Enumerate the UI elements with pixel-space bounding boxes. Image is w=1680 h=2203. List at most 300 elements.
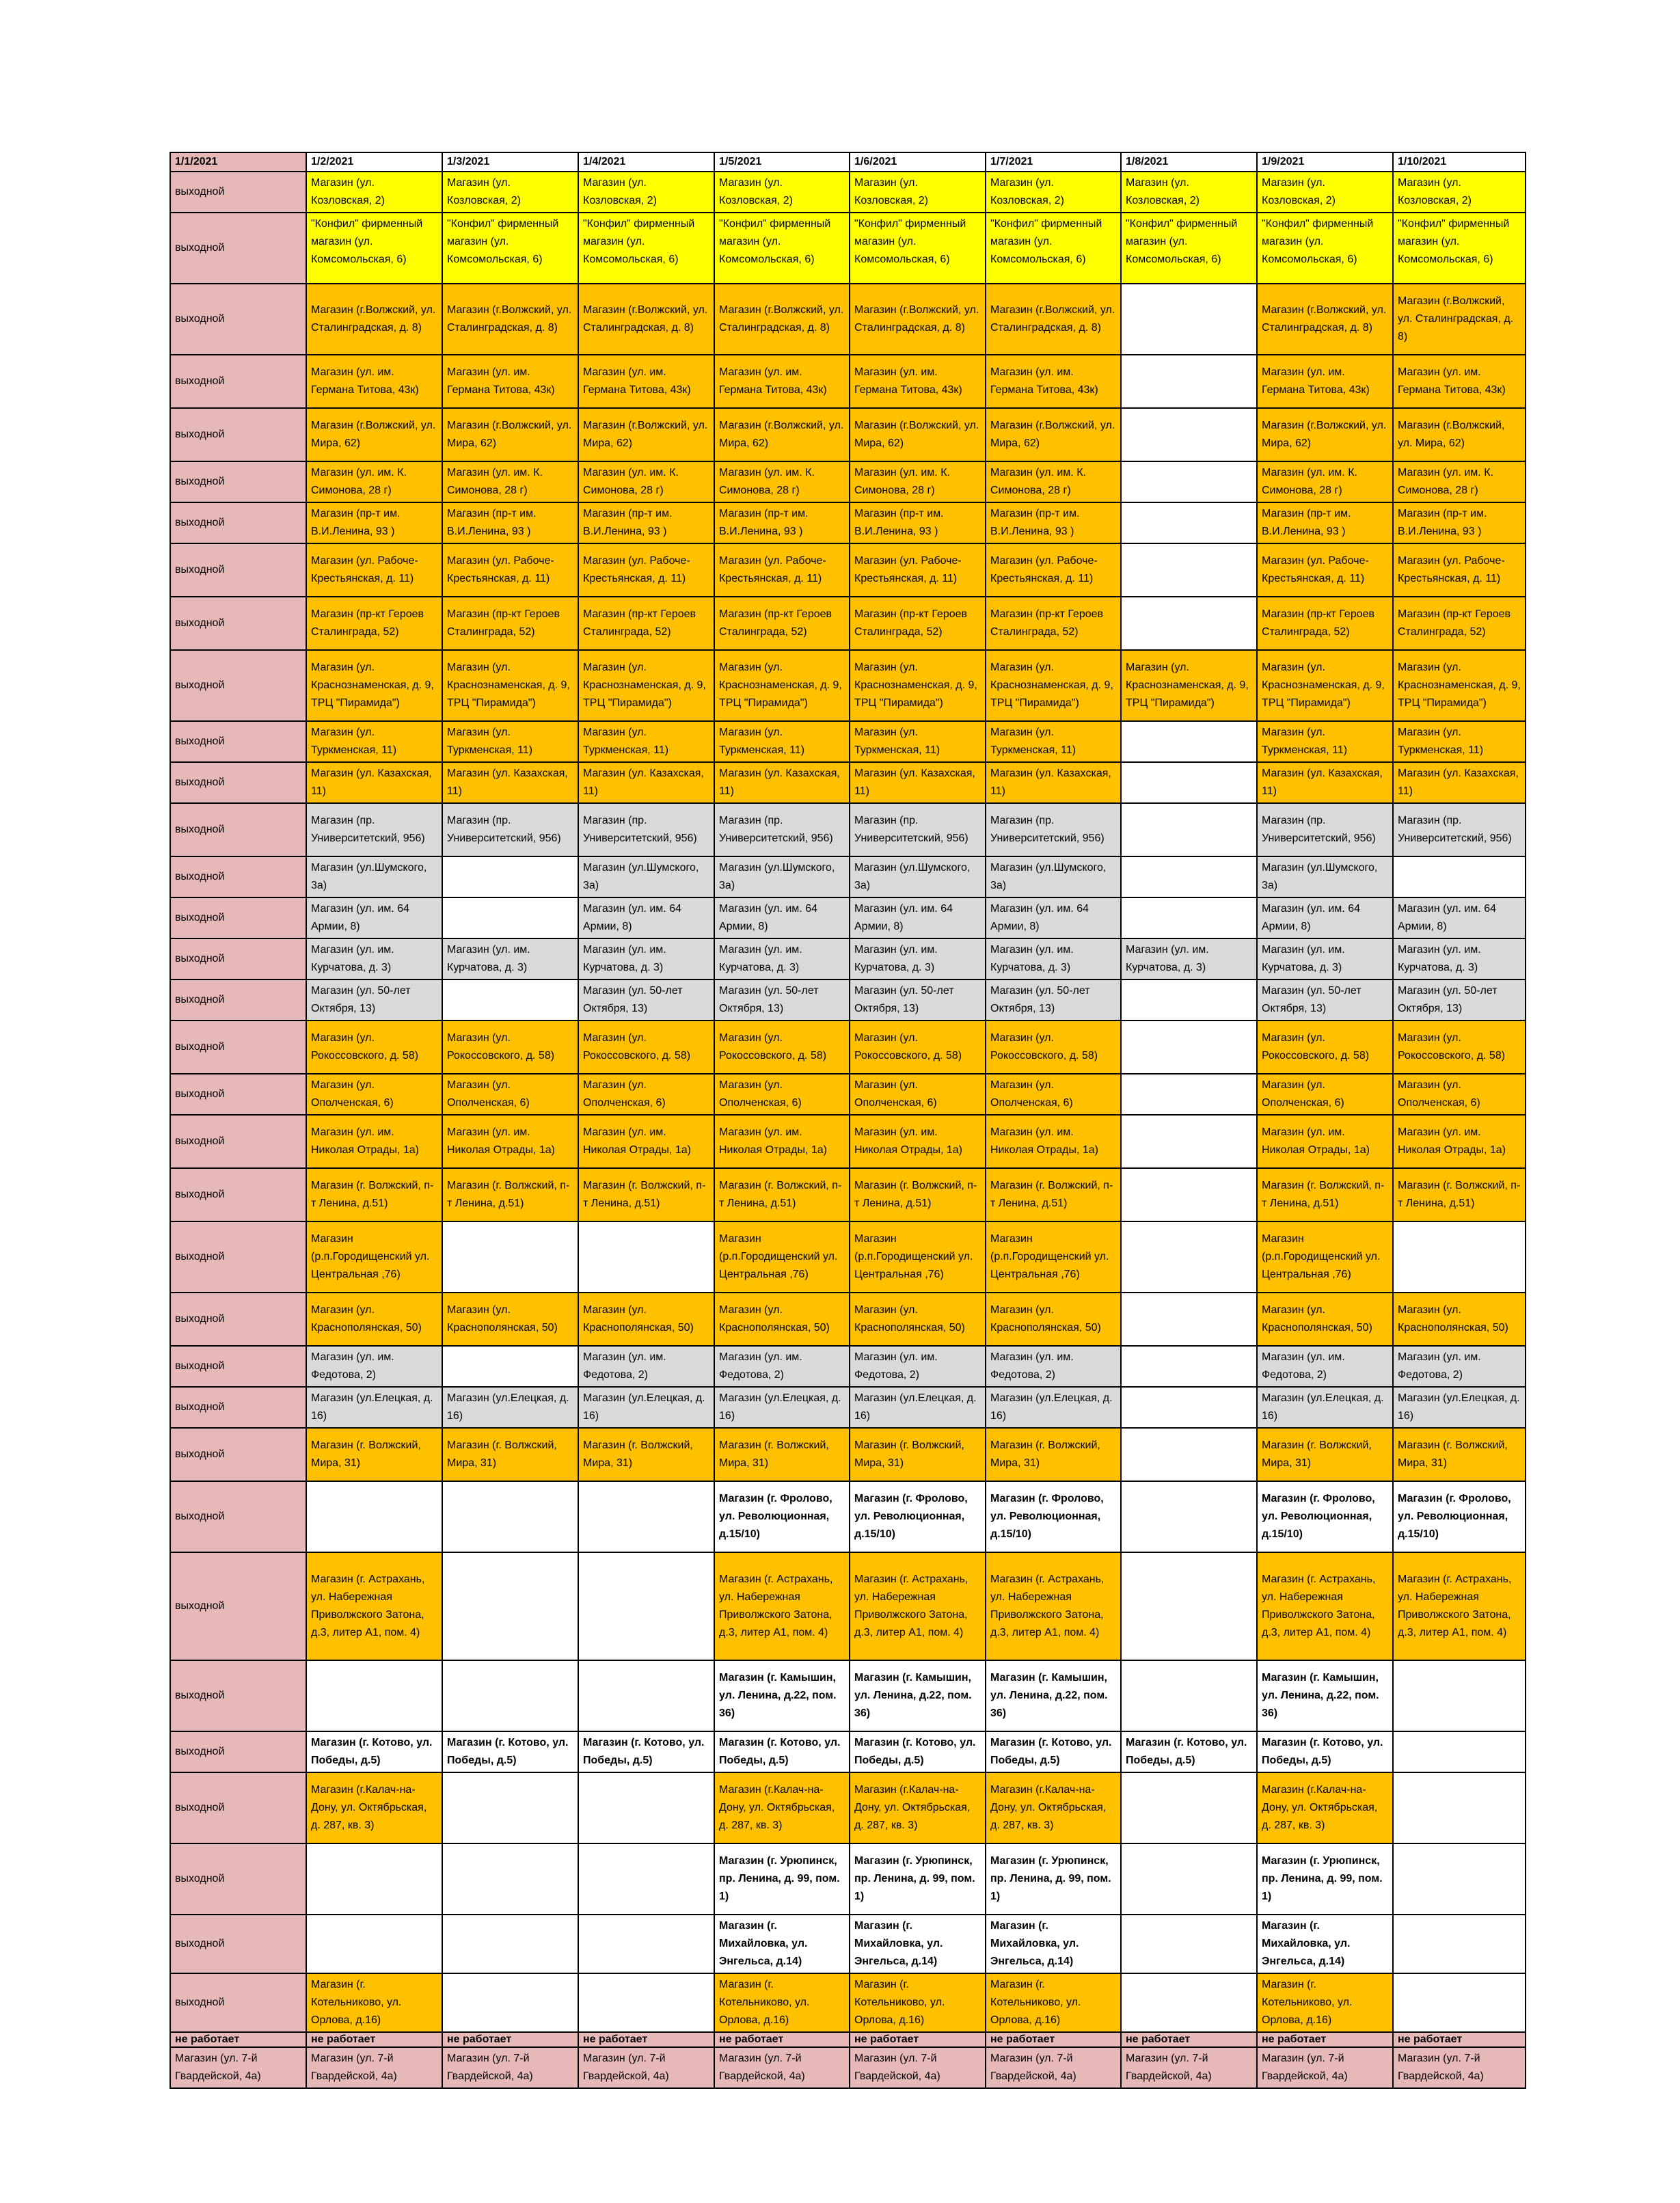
store-cell: Магазин (ул. 50-лет Октября, 13): [850, 979, 986, 1021]
store-cell: Магазин (ул.Шумского, 3а): [986, 856, 1121, 897]
store-cell: Магазин (ул. им. Николая Отрады, 1а): [442, 1115, 578, 1168]
schedule-row: [170, 1021, 1526, 1074]
store-cell: Магазин (ул. Козловская, 2): [1393, 172, 1526, 213]
store-cell: "Конфил" фирменный магазин (ул. Комсомольская, 6): [850, 213, 986, 284]
store-cell: Магазин (ул. им. Федотова, 2): [986, 1346, 1121, 1387]
store-cell: Магазин (г. Михайловка, ул. Энгельса, д.14): [1257, 1915, 1393, 1973]
store-cell: Магазин (г.Калач-на-Дону, ул. Октябрьская, д. 287, кв. 3): [986, 1772, 1121, 1843]
empty-cell: [578, 1660, 714, 1731]
store-cell: Магазин (ул.Елецкая, д. 16): [578, 1387, 714, 1428]
store-cell: Магазин (ул. им. Курчатова, д. 3): [442, 938, 578, 979]
store-cell: Магазин (пр-кт Героев Сталинграда, 52): [1393, 597, 1526, 650]
store-cell: Магазин (ул. Козловская, 2): [714, 172, 850, 213]
schedule-row: [170, 1293, 1526, 1346]
empty-cell: [1121, 1293, 1257, 1346]
store-cell: Магазин (пр-кт Героев Сталинграда, 52): [1257, 597, 1393, 650]
store-cell: Магазин (ул.Елецкая, д. 16): [306, 1387, 442, 1428]
day-off-cell: выходной: [170, 721, 306, 762]
store-cell: Магазин (ул. им. 64 Армии, 8): [850, 897, 986, 938]
store-cell: Магазин (ул. Ополченская, 6): [1257, 1074, 1393, 1115]
empty-cell: [1121, 543, 1257, 597]
store-cell: Магазин (ул.Шумского, 3а): [1257, 856, 1393, 897]
store-cell: Магазин (ул. Краснополянская, 50): [850, 1293, 986, 1346]
store-cell: Магазин (г. Михайловка, ул. Энгельса, д.14): [714, 1915, 850, 1973]
store-cell: Магазин (ул. Туркменская, 11): [850, 721, 986, 762]
day-off-cell: выходной: [170, 597, 306, 650]
store-cell: Магазин (ул. Казахская, 11): [1257, 762, 1393, 803]
store-cell: Магазин (ул. Рокоссовского, д. 58): [986, 1021, 1121, 1074]
store-cell: Магазин (г. Урюпинск, пр. Ленина, д. 99, пом. 1): [850, 1843, 986, 1915]
store-cell: Магазин (ул. Туркменская, 11): [986, 721, 1121, 762]
store-cell: Магазин (ул. Рабоче-Крестьянская, д. 11): [442, 543, 578, 597]
store-cell: Магазин (ул. Ополченская, 6): [578, 1074, 714, 1115]
store-cell: Магазин (ул. им. Курчатова, д. 3): [1121, 938, 1257, 979]
day-off-cell: выходной: [170, 461, 306, 502]
empty-cell: [306, 1843, 442, 1915]
store-cell: Магазин (г. Камышин, ул. Ленина, д.22, пом. 36): [714, 1660, 850, 1731]
store-cell: Магазин (ул.Шумского, 3а): [306, 856, 442, 897]
date-header: 1/3/2021: [442, 152, 578, 172]
store-cell: Магазин (г.Волжский, ул. Сталинградская, д. 8): [578, 284, 714, 355]
schedule-row: [170, 1772, 1526, 1843]
store-cell: Магазин (г. Волжский, п-т Ленина, д.51): [578, 1168, 714, 1221]
empty-cell: [1121, 1428, 1257, 1481]
store-cell: Магазин (ул. им. 64 Армии, 8): [1257, 897, 1393, 938]
store-cell: Магазин (ул. Туркменская, 11): [306, 721, 442, 762]
store-cell: Магазин (ул. им. Германа Титова, 43к): [578, 355, 714, 408]
store-cell: "Конфил" фирменный магазин (ул. Комсомольская, 6): [714, 213, 850, 284]
store-cell: Магазин (ул. Козловская, 2): [1257, 172, 1393, 213]
store-cell: Магазин (ул. 7-й Гвардейской, 4а): [306, 2047, 442, 2088]
store-cell: Магазин (г. Котельниково, ул. Орлова, д.16): [1257, 1973, 1393, 2032]
store-cell: Магазин (г.Волжский, ул. Мира, 62): [714, 408, 850, 461]
store-cell: Магазин (ул.Шумского, 3а): [850, 856, 986, 897]
store-cell: Магазин (пр-кт Героев Сталинграда, 52): [714, 597, 850, 650]
store-cell: Магазин (ул. им. Курчатова, д. 3): [306, 938, 442, 979]
store-cell: Магазин (ул. им. К. Симонова, 28 г): [1257, 461, 1393, 502]
day-off-cell: выходной: [170, 803, 306, 856]
store-cell: Магазин (ул. Краснополянская, 50): [578, 1293, 714, 1346]
empty-cell: [1121, 1973, 1257, 2032]
store-cell: Магазин (г. Волжский, п-т Ленина, д.51): [714, 1168, 850, 1221]
day-off-cell: выходной: [170, 1346, 306, 1387]
store-cell: Магазин (г.Волжский, ул. Мира, 62): [986, 408, 1121, 461]
store-cell: Магазин (ул. им. Федотова, 2): [1393, 1346, 1526, 1387]
store-cell: Магазин (ул. Рокоссовского, д. 58): [306, 1021, 442, 1074]
schedule-row: [170, 803, 1526, 856]
schedule-row: [170, 856, 1526, 897]
schedule-row: [170, 1387, 1526, 1428]
date-header: 1/4/2021: [578, 152, 714, 172]
empty-cell: [442, 897, 578, 938]
store-cell: Магазин (пр-т им. В.И.Ленина, 93 ): [986, 502, 1121, 543]
store-cell: Магазин (г. Волжский, Мира, 31): [442, 1428, 578, 1481]
empty-cell: [442, 1660, 578, 1731]
store-cell: Магазин (г.Калач-на-Дону, ул. Октябрьская, д. 287, кв. 3): [850, 1772, 986, 1843]
store-cell: Магазин (ул. Ополченская, 6): [1393, 1074, 1526, 1115]
store-cell: Магазин (пр. Университетский, 956): [306, 803, 442, 856]
schedule-row: [170, 1221, 1526, 1293]
schedule-row: [170, 979, 1526, 1021]
schedule-table: [170, 152, 1526, 2089]
schedule-row: [170, 1973, 1526, 2032]
day-off-cell: выходной: [170, 762, 306, 803]
store-cell: Магазин (г. Астрахань, ул. Набережная Приволжского Затона, д.3, литер А1, пом. 4): [986, 1552, 1121, 1660]
schedule-row: [170, 1481, 1526, 1552]
empty-cell: [442, 1552, 578, 1660]
empty-cell: [306, 1915, 442, 1973]
day-off-cell: выходной: [170, 1021, 306, 1074]
not-working-cell: не работает: [1257, 2032, 1393, 2047]
store-cell: Магазин (ул. им. К. Симонова, 28 г): [986, 461, 1121, 502]
store-cell: Магазин (г. Волжский, Мира, 31): [714, 1428, 850, 1481]
schedule-row: [170, 284, 1526, 355]
store-cell: Магазин (пр-т им. В.И.Ленина, 93 ): [1393, 502, 1526, 543]
store-cell: Магазин (ул. 7-й Гвардейской, 4а): [986, 2047, 1121, 2088]
day-off-cell: выходной: [170, 1221, 306, 1293]
store-cell: Магазин (ул.Елецкая, д. 16): [986, 1387, 1121, 1428]
store-cell: Магазин (ул. им. К. Симонова, 28 г): [1393, 461, 1526, 502]
store-cell: Магазин (г. Котово, ул. Победы, д.5): [986, 1731, 1121, 1772]
date-header: 1/10/2021: [1393, 152, 1526, 172]
empty-cell: [1121, 461, 1257, 502]
store-cell: Магазин (ул. им. Федотова, 2): [1257, 1346, 1393, 1387]
date-header: 1/7/2021: [986, 152, 1121, 172]
schedule-row: [170, 355, 1526, 408]
store-cell: Магазин (ул. Туркменская, 11): [1257, 721, 1393, 762]
store-cell: Магазин (ул. им. Курчатова, д. 3): [578, 938, 714, 979]
store-cell: Магазин (ул. им. 64 Армии, 8): [578, 897, 714, 938]
store-cell: Магазин (ул. им. Николая Отрады, 1а): [850, 1115, 986, 1168]
store-cell: Магазин (г. Волжский, Мира, 31): [986, 1428, 1121, 1481]
store-cell: Магазин (ул. им. 64 Армии, 8): [986, 897, 1121, 938]
empty-cell: [1121, 1074, 1257, 1115]
store-cell: Магазин (г. Фролово, ул. Революционная, д.15/10): [1393, 1481, 1526, 1552]
store-cell: Магазин (ул. Краснознаменская, д. 9, ТРЦ "Пирамида"): [306, 650, 442, 721]
date-header: 1/6/2021: [850, 152, 986, 172]
store-cell: Магазин (ул. им. К. Симонова, 28 г): [714, 461, 850, 502]
empty-cell: [1393, 1772, 1526, 1843]
empty-cell: [442, 1973, 578, 2032]
store-cell: Магазин (ул. Рабоче-Крестьянская, д. 11): [1257, 543, 1393, 597]
day-off-cell: выходной: [170, 979, 306, 1021]
schedule-row: [170, 1346, 1526, 1387]
store-cell: Магазин (ул. им. 64 Армии, 8): [1393, 897, 1526, 938]
store-cell: Магазин (р.п.Городищенский ул. Центральная ,76): [986, 1221, 1121, 1293]
store-cell: Магазин (ул. Краснополянская, 50): [1257, 1293, 1393, 1346]
store-cell: "Конфил" фирменный магазин (ул. Комсомольская, 6): [306, 213, 442, 284]
date-header: 1/5/2021: [714, 152, 850, 172]
empty-cell: [1121, 1346, 1257, 1387]
day-off-cell: выходной: [170, 1168, 306, 1221]
empty-cell: [1121, 1115, 1257, 1168]
schedule-row: [170, 938, 1526, 979]
empty-cell: [1121, 1221, 1257, 1293]
store-cell: Магазин (ул. 7-й Гвардейской, 4а): [850, 2047, 986, 2088]
store-cell: Магазин (г.Калач-на-Дону, ул. Октябрьская, д. 287, кв. 3): [1257, 1772, 1393, 1843]
date-header: 1/8/2021: [1121, 152, 1257, 172]
store-cell: Магазин (р.п.Городищенский ул. Центральная ,76): [306, 1221, 442, 1293]
schedule-row: [170, 597, 1526, 650]
store-cell: Магазин (ул. Ополченская, 6): [850, 1074, 986, 1115]
day-off-cell: выходной: [170, 1973, 306, 2032]
store-cell: Магазин (ул.Елецкая, д. 16): [850, 1387, 986, 1428]
empty-cell: [578, 1481, 714, 1552]
store-cell: Магазин (пр. Университетский, 956): [442, 803, 578, 856]
store-cell: Магазин (ул. 7-й Гвардейской, 4а): [714, 2047, 850, 2088]
store-cell: Магазин (ул. им. Германа Титова, 43к): [986, 355, 1121, 408]
store-cell: Магазин (ул. им. Николая Отрады, 1а): [1257, 1115, 1393, 1168]
day-off-cell: выходной: [170, 1481, 306, 1552]
store-cell: Магазин (г. Котово, ул. Победы, д.5): [306, 1731, 442, 1772]
store-cell: Магазин (ул. Краснополянская, 50): [986, 1293, 1121, 1346]
store-cell: Магазин (ул. им. Николая Отрады, 1а): [578, 1115, 714, 1168]
store-cell: Магазин (ул. Козловская, 2): [986, 172, 1121, 213]
empty-cell: [1121, 284, 1257, 355]
store-cell: Магазин (пр. Университетский, 956): [1257, 803, 1393, 856]
store-cell: Магазин (г. Астрахань, ул. Набережная Приволжского Затона, д.3, литер А1, пом. 4): [714, 1552, 850, 1660]
empty-cell: [1121, 721, 1257, 762]
store-cell: Магазин (г. Волжский, п-т Ленина, д.51): [986, 1168, 1121, 1221]
empty-cell: [1121, 856, 1257, 897]
store-cell: Магазин (ул.Шумского, 3а): [714, 856, 850, 897]
store-cell: Магазин (ул. Казахская, 11): [306, 762, 442, 803]
store-cell: Магазин (г. Котельниково, ул. Орлова, д.16): [714, 1973, 850, 2032]
store-cell: "Конфил" фирменный магазин (ул. Комсомольская, 6): [442, 213, 578, 284]
store-cell: Магазин (г. Волжский, Мира, 31): [306, 1428, 442, 1481]
empty-cell: [442, 1843, 578, 1915]
store-cell: Магазин (ул. Краснознаменская, д. 9, ТРЦ "Пирамида"): [578, 650, 714, 721]
store-cell: Магазин (г. Котово, ул. Победы, д.5): [1257, 1731, 1393, 1772]
schedule-row: [170, 1074, 1526, 1115]
store-cell: Магазин (ул. Краснознаменская, д. 9, ТРЦ "Пирамида"): [1257, 650, 1393, 721]
store-cell: Магазин (ул.Елецкая, д. 16): [1257, 1387, 1393, 1428]
empty-cell: [1121, 897, 1257, 938]
day-off-cell: выходной: [170, 172, 306, 213]
store-cell: Магазин (ул. им. Николая Отрады, 1а): [306, 1115, 442, 1168]
store-cell: Магазин (г. Фролово, ул. Революционная, д.15/10): [1257, 1481, 1393, 1552]
empty-cell: [1121, 1660, 1257, 1731]
store-cell: Магазин (г.Волжский, ул. Сталинградская, д. 8): [306, 284, 442, 355]
store-cell: Магазин (ул. Туркменская, 11): [578, 721, 714, 762]
schedule-row: [170, 1660, 1526, 1731]
store-cell: Магазин (ул. им. Федотова, 2): [850, 1346, 986, 1387]
day-off-cell: выходной: [170, 1552, 306, 1660]
empty-cell: [1121, 502, 1257, 543]
store-cell: Магазин (ул. Краснополянская, 50): [442, 1293, 578, 1346]
store-cell: Магазин (ул. Рокоссовского, д. 58): [1257, 1021, 1393, 1074]
store-cell: Магазин (ул.Елецкая, д. 16): [1393, 1387, 1526, 1428]
not-working-cell: не работает: [986, 2032, 1121, 2047]
store-cell: Магазин (ул. Краснополянская, 50): [1393, 1293, 1526, 1346]
store-cell: Магазин (ул. Рабоче-Крестьянская, д. 11): [1393, 543, 1526, 597]
date-header: 1/9/2021: [1257, 152, 1393, 172]
day-off-cell: выходной: [170, 1387, 306, 1428]
store-cell: Магазин (ул. Рабоче-Крестьянская, д. 11): [578, 543, 714, 597]
empty-cell: [1121, 803, 1257, 856]
day-off-cell: выходной: [170, 897, 306, 938]
day-off-cell: выходной: [170, 1731, 306, 1772]
store-cell: Магазин (ул. им. 64 Армии, 8): [306, 897, 442, 938]
store-cell: Магазин (ул. 50-лет Октября, 13): [306, 979, 442, 1021]
store-cell: Магазин (ул. Ополченская, 6): [986, 1074, 1121, 1115]
store-cell: Магазин (г. Урюпинск, пр. Ленина, д. 99, пом. 1): [986, 1843, 1121, 1915]
store-cell: Магазин (г.Калач-на-Дону, ул. Октябрьская, д. 287, кв. 3): [306, 1772, 442, 1843]
store-cell: Магазин (ул. им. Германа Титова, 43к): [850, 355, 986, 408]
store-cell: Магазин (г.Волжский, ул. Сталинградская, д. 8): [986, 284, 1121, 355]
store-cell: Магазин (ул. Краснознаменская, д. 9, ТРЦ "Пирамида"): [1393, 650, 1526, 721]
store-cell: Магазин (ул.Шумского, 3а): [578, 856, 714, 897]
store-cell: Магазин (ул. им. Курчатова, д. 3): [1393, 938, 1526, 979]
empty-cell: [578, 1772, 714, 1843]
store-cell: Магазин (г. Волжский, Мира, 31): [1393, 1428, 1526, 1481]
store-cell: Магазин (ул. 50-лет Октября, 13): [578, 979, 714, 1021]
store-cell: Магазин (г.Волжский, ул. Мира, 62): [1393, 408, 1526, 461]
store-cell: Магазин (ул. Казахская, 11): [714, 762, 850, 803]
store-cell: Магазин (ул. им. Николая Отрады, 1а): [1393, 1115, 1526, 1168]
empty-cell: [1393, 1915, 1526, 1973]
not-working-cell: не работает: [306, 2032, 442, 2047]
store-cell: "Конфил" фирменный магазин (ул. Комсомольская, 6): [578, 213, 714, 284]
empty-cell: [1121, 408, 1257, 461]
day-off-cell: выходной: [170, 543, 306, 597]
schedule-row: [170, 408, 1526, 461]
schedule-row: [170, 502, 1526, 543]
store-cell: Магазин (г.Волжский, ул. Сталинградская, д. 8): [1393, 284, 1526, 355]
store-cell: Магазин (ул. Казахская, 11): [986, 762, 1121, 803]
store-cell: Магазин (г. Михайловка, ул. Энгельса, д.14): [850, 1915, 986, 1973]
store-cell: Магазин (г. Волжский, п-т Ленина, д.51): [1257, 1168, 1393, 1221]
store-cell: Магазин (г. Фролово, ул. Революционная, д.15/10): [714, 1481, 850, 1552]
store-cell: Магазин (пр. Университетский, 956): [986, 803, 1121, 856]
store-cell: Магазин (ул. 50-лет Октября, 13): [986, 979, 1121, 1021]
empty-cell: [442, 856, 578, 897]
empty-cell: [1121, 1772, 1257, 1843]
store-cell: Магазин (ул. им. Федотова, 2): [578, 1346, 714, 1387]
day-off-cell: выходной: [170, 1074, 306, 1115]
store-cell: Магазин (ул. им. К. Симонова, 28 г): [850, 461, 986, 502]
store-cell: Магазин (г. Котово, ул. Победы, д.5): [850, 1731, 986, 1772]
empty-cell: [442, 1772, 578, 1843]
store-cell: Магазин (ул. им. Германа Титова, 43к): [442, 355, 578, 408]
empty-cell: [1393, 1221, 1526, 1293]
empty-cell: [1393, 1843, 1526, 1915]
store-cell: Магазин (г. Фролово, ул. Революционная, д.15/10): [986, 1481, 1121, 1552]
store-cell: Магазин (ул. Краснознаменская, д. 9, ТРЦ "Пирамида"): [1121, 650, 1257, 721]
empty-cell: [442, 1346, 578, 1387]
store-cell: Магазин (ул. Козловская, 2): [1121, 172, 1257, 213]
store-cell: Магазин (ул. Краснознаменская, д. 9, ТРЦ "Пирамида"): [986, 650, 1121, 721]
empty-cell: [1393, 1731, 1526, 1772]
store-cell: Магазин (ул. им. Германа Титова, 43к): [1393, 355, 1526, 408]
store-cell: Магазин (ул. 7-й Гвардейской, 4а): [1121, 2047, 1257, 2088]
store-cell: Магазин (ул. Козловская, 2): [442, 172, 578, 213]
store-cell: Магазин (ул. Казахская, 11): [578, 762, 714, 803]
empty-cell: [1393, 1660, 1526, 1731]
store-cell: Магазин (г. Камышин, ул. Ленина, д.22, пом. 36): [850, 1660, 986, 1731]
store-cell: Магазин (ул. Ополченская, 6): [442, 1074, 578, 1115]
store-cell: "Конфил" фирменный магазин (ул. Комсомольская, 6): [1257, 213, 1393, 284]
store-cell: Магазин (р.п.Городищенский ул. Центральная ,76): [714, 1221, 850, 1293]
store-cell: Магазин (ул. Рабоче-Крестьянская, д. 11): [986, 543, 1121, 597]
store-cell: Магазин (г. Астрахань, ул. Набережная Приволжского Затона, д.3, литер А1, пом. 4): [306, 1552, 442, 1660]
store-cell: Магазин (г. Волжский, п-т Ленина, д.51): [442, 1168, 578, 1221]
store-cell: Магазин (г. Урюпинск, пр. Ленина, д. 99, пом. 1): [1257, 1843, 1393, 1915]
empty-cell: [1121, 1843, 1257, 1915]
store-cell: Магазин (ул. Казахская, 11): [850, 762, 986, 803]
not-working-cell: не работает: [1121, 2032, 1257, 2047]
empty-cell: [306, 1660, 442, 1731]
store-cell: Магазин (ул. Туркменская, 11): [714, 721, 850, 762]
store-cell: Магазин (пр-кт Героев Сталинграда, 52): [442, 597, 578, 650]
store-cell: Магазин (пр-т им. В.И.Ленина, 93 ): [1257, 502, 1393, 543]
header-row: [170, 152, 1526, 172]
store-cell: Магазин (пр-т им. В.И.Ленина, 93 ): [850, 502, 986, 543]
empty-cell: [442, 979, 578, 1021]
store-cell: Магазин (ул. Рокоссовского, д. 58): [578, 1021, 714, 1074]
day-off-cell: выходной: [170, 856, 306, 897]
schedule-row: [170, 543, 1526, 597]
store-cell: Магазин (ул. им. Германа Титова, 43к): [306, 355, 442, 408]
store-cell: Магазин (г.Волжский, ул. Сталинградская, д. 8): [850, 284, 986, 355]
store-cell: Магазин (ул. Казахская, 11): [1393, 762, 1526, 803]
store-cell: Магазин (пр-кт Героев Сталинграда, 52): [850, 597, 986, 650]
store-cell: Магазин (пр-т им. В.И.Ленина, 93 ): [442, 502, 578, 543]
empty-cell: [306, 1481, 442, 1552]
store-cell: Магазин (ул. Ополченская, 6): [714, 1074, 850, 1115]
store-cell: Магазин (ул. им. Курчатова, д. 3): [850, 938, 986, 979]
store-cell: Магазин (г.Волжский, ул. Мира, 62): [1257, 408, 1393, 461]
store-cell: Магазин (ул. им. К. Симонова, 28 г): [442, 461, 578, 502]
schedule-row: [170, 897, 1526, 938]
store-cell: Магазин (ул. 7-й Гвардейской, 4а): [1257, 2047, 1393, 2088]
store-cell: Магазин (ул.Елецкая, д. 16): [442, 1387, 578, 1428]
schedule-row: [170, 213, 1526, 284]
store-cell: Магазин (г.Волжский, ул. Мира, 62): [306, 408, 442, 461]
empty-cell: [1121, 762, 1257, 803]
store-cell: Магазин (г.Волжский, ул. Мира, 62): [850, 408, 986, 461]
schedule-row: [170, 1731, 1526, 1772]
store-cell: Магазин (ул. 7-й Гвардейской, 4а): [170, 2047, 306, 2088]
store-cell: Магазин (г. Котельниково, ул. Орлова, д.16): [986, 1973, 1121, 2032]
store-cell: Магазин (ул. Казахская, 11): [442, 762, 578, 803]
empty-cell: [1393, 856, 1526, 897]
store-cell: Магазин (ул. Туркменская, 11): [442, 721, 578, 762]
store-cell: Магазин (г. Волжский, п-т Ленина, д.51): [1393, 1168, 1526, 1221]
store-cell: Магазин (ул. им. Германа Титова, 43к): [1257, 355, 1393, 408]
store-cell: Магазин (г. Волжский, Мира, 31): [1257, 1428, 1393, 1481]
not-working-cell: не работает: [578, 2032, 714, 2047]
store-cell: Магазин (ул. им. Курчатова, д. 3): [986, 938, 1121, 979]
date-header: 1/2/2021: [306, 152, 442, 172]
schedule-row: [170, 172, 1526, 213]
store-cell: Магазин (г. Котово, ул. Победы, д.5): [442, 1731, 578, 1772]
day-off-cell: выходной: [170, 1115, 306, 1168]
store-cell: Магазин (ул. Рабоче-Крестьянская, д. 11): [850, 543, 986, 597]
store-cell: Магазин (пр-кт Героев Сталинграда, 52): [986, 597, 1121, 650]
store-cell: Магазин (г. Волжский, п-т Ленина, д.51): [850, 1168, 986, 1221]
store-cell: Магазин (ул. им. Николая Отрады, 1а): [714, 1115, 850, 1168]
empty-cell: [442, 1481, 578, 1552]
store-cell: Магазин (пр-кт Героев Сталинграда, 52): [578, 597, 714, 650]
store-cell: Магазин (ул. 50-лет Октября, 13): [714, 979, 850, 1021]
day-off-cell: выходной: [170, 1660, 306, 1731]
empty-cell: [578, 1221, 714, 1293]
schedule-row: [170, 461, 1526, 502]
store-cell: Магазин (г.Калач-на-Дону, ул. Октябрьская, д. 287, кв. 3): [714, 1772, 850, 1843]
store-cell: "Конфил" фирменный магазин (ул. Комсомольская, 6): [1393, 213, 1526, 284]
store-cell: Магазин (ул. 50-лет Октября, 13): [1257, 979, 1393, 1021]
